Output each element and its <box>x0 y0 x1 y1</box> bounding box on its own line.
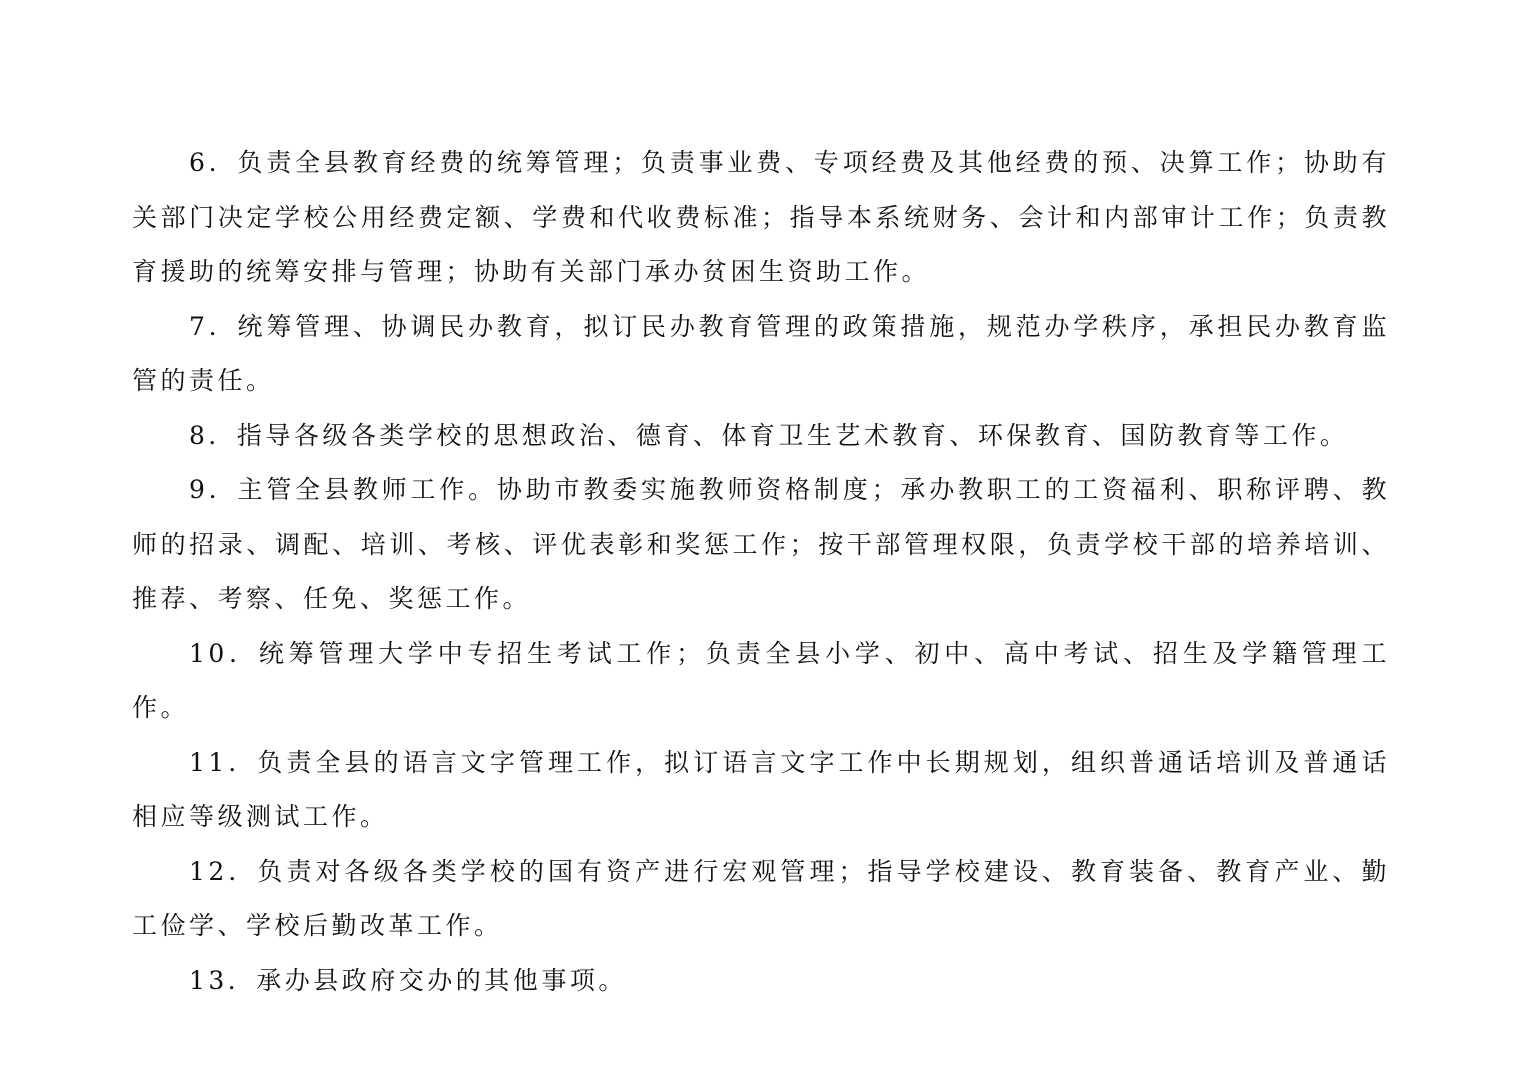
paragraph-item-12: 12．负责对各级各类学校的国有资产进行宏观管理；指导学校建设、教育装备、教育产业、勤工俭学、学校后勤改革工作。 <box>132 856 1390 940</box>
paragraph-item-9: 9．主管全县教师工作。协助市教委实施教师资格制度；承办教职工的工资福利、职称评聘、教师的招录、调配、培训、考核、评优表彰和奖惩工作；按干部管理权限，负责学校干部的培养培训、推荐、考察、任免、奖惩工作。 <box>132 475 1390 613</box>
paragraph-item-8: 8．指导各级各类学校的思想政治、德育、体育卫生艺术教育、环保教育、国防教育等工作。 <box>189 420 1349 450</box>
paragraph-item-10: 10．统筹管理大学中专招生考试工作；负责全县小学、初中、高中考试、招生及学籍管理工作。 <box>132 638 1390 722</box>
paragraph-item-7: 7．统筹管理、协调民办教育，拟订民办教育管理的政策措施，规范办学秩序，承担民办教育监管的责任。 <box>132 311 1390 395</box>
paragraph-item-13: 13．承办县政府交办的其他事项。 <box>189 965 627 995</box>
document-body <box>132 136 1390 1008</box>
paragraph-item-6: 6．负责全县教育经费的统筹管理；负责事业费、专项经费及其他经费的预、决算工作；协助有关部门决定学校公用经费定额、学费和代收费标准；指导本系统财务、会计和内部审计工作；负责教育援助的统筹安排与管理；协助有关部门承办贫困生资助工作。 <box>132 148 1390 286</box>
paragraph-item-11: 11．负责全县的语言文字管理工作，拟订语言文字工作中长期规划，组织普通话培训及普通话相应等级测试工作。 <box>132 747 1390 831</box>
